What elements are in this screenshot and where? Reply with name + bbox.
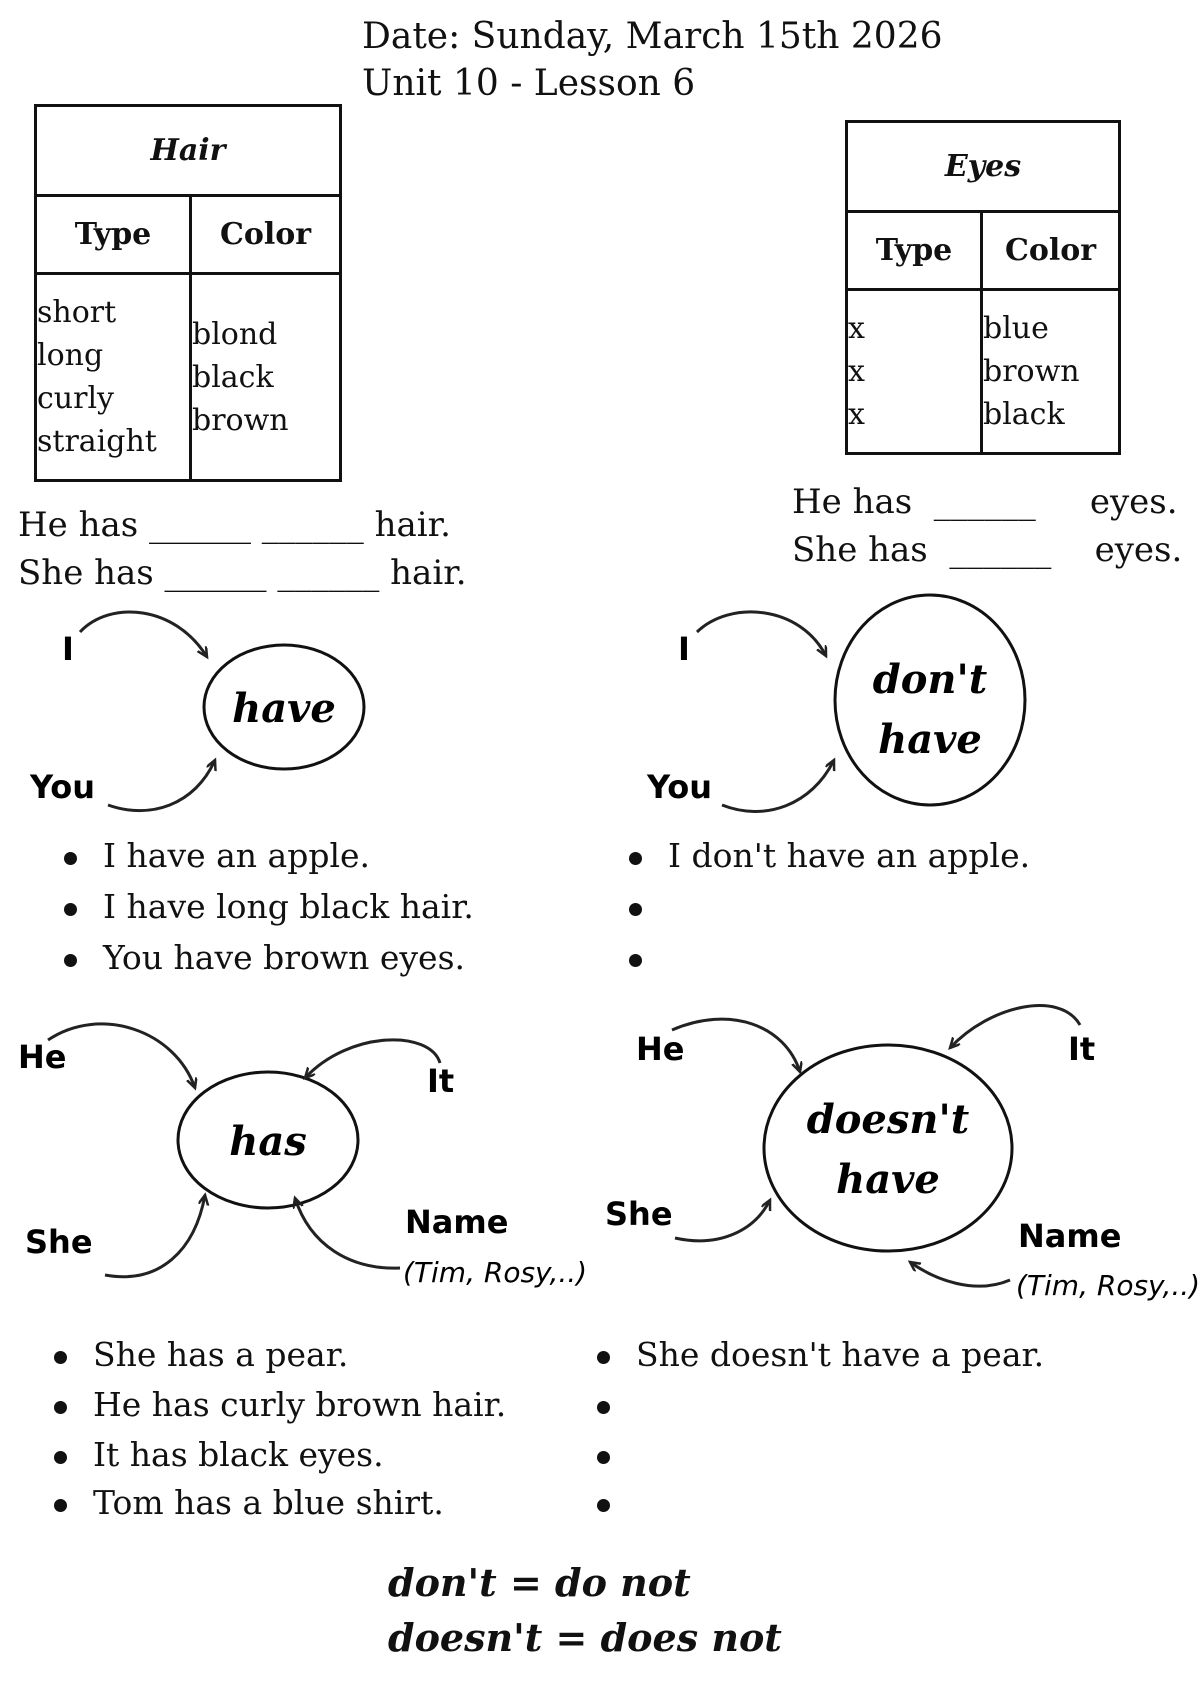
example-has-1: She has a pear. [93,1335,349,1374]
arrow [295,1198,400,1268]
verb-has: has [229,1118,307,1165]
arrow [950,1006,1080,1048]
subject-she: She [25,1223,93,1261]
names-example: (Tim, Rosy,..) [403,1256,588,1289]
bullet [64,954,77,967]
hair-table-title: Hair [36,106,341,196]
eyes-type: x [848,397,865,432]
arrow [48,1024,195,1088]
arrow [305,1040,440,1078]
subject-i: I [62,630,74,668]
bullet [54,1401,67,1414]
subject-she: She [605,1195,673,1233]
eyes-color: blue [983,311,1049,346]
arrow [80,612,207,657]
bullet [597,1351,610,1364]
date-line: Date: Sunday, March 15th 2026 [362,16,943,57]
hair-col-type: Type [36,196,191,274]
subject-he: He [18,1038,67,1076]
verb-dont: don't [872,656,988,703]
example-has-3: It has black eyes. [93,1435,384,1474]
rule-dont: don't = do not [388,1560,691,1605]
example-have-2: I have long black hair. [103,887,474,926]
diagram-has [18,1024,587,1289]
fill-eyes-he: He has ______ eyes. [792,482,1178,522]
example-have-3: You have brown eyes. [103,938,466,977]
hair-color: brown [192,402,289,438]
verb-circle [764,1045,1012,1251]
example-has-4: Tom has a blue shirt. [93,1483,444,1522]
bullet [54,1499,67,1512]
hair-color: black [192,359,274,395]
subject-i: I [678,630,690,668]
eyes-color: black [983,397,1065,432]
bullet [629,852,642,865]
arrow [675,1200,770,1241]
verb-have: have [878,716,982,763]
example-have-1: I have an apple. [103,836,371,875]
hair-type: curly [37,381,115,416]
subject-name: Name [405,1203,509,1241]
example-has-2: He has curly brown hair. [93,1385,507,1424]
rule-doesnt: doesn't = does not [388,1615,782,1660]
fill-hair-she: She has ______ ______ hair. [18,553,467,593]
hair-type: straight [37,424,157,459]
fill-eyes-she: She has ______ eyes. [792,530,1183,570]
subject-name: Name [1018,1217,1122,1255]
eyes-color: brown [983,354,1080,389]
bullet [597,1401,610,1414]
diagram-have [29,612,364,811]
example-dont-1: I don't have an apple. [668,836,1031,875]
arrow [105,1195,205,1277]
bullet [597,1499,610,1512]
bullet [54,1351,67,1364]
hair-col-color: Color [191,196,341,274]
hair-type: short [37,295,117,330]
eyes-table-title: Eyes [847,122,1120,212]
diagram-dont-have [646,595,1025,811]
eyes-col-type: Type [847,212,982,290]
arrow [910,1262,1010,1286]
bullet [629,954,642,967]
bullet [629,903,642,916]
eyes-col-color: Color [982,212,1120,290]
hair-type: long [37,338,104,373]
arrow [108,760,215,811]
verb-doesnt: doesn't [806,1096,970,1143]
eyes-type: x [848,311,865,346]
subject-he: He [636,1030,685,1068]
verb-have: have [232,685,336,732]
verb-have: have [836,1156,940,1203]
bullet [597,1451,610,1464]
unit-line: Unit 10 - Lesson 6 [362,63,696,104]
hair-color: blond [192,316,278,352]
arrow [672,1019,800,1072]
subject-it: It [1068,1030,1096,1068]
names-example: (Tim, Rosy,..) [1016,1269,1200,1302]
subject-it: It [427,1062,455,1100]
bullet [64,903,77,916]
subject-you: You [647,768,712,806]
bullet [54,1451,67,1464]
fill-hair-he: He has ______ ______ hair. [18,505,451,545]
eyes-type: x [848,354,865,389]
diagram-doesnt-have [605,1006,1200,1302]
example-doesnt-1: She doesn't have a pear. [636,1335,1045,1374]
arrow [722,760,834,811]
subject-you: You [30,768,95,806]
arrow [697,612,826,656]
bullet [64,852,77,865]
